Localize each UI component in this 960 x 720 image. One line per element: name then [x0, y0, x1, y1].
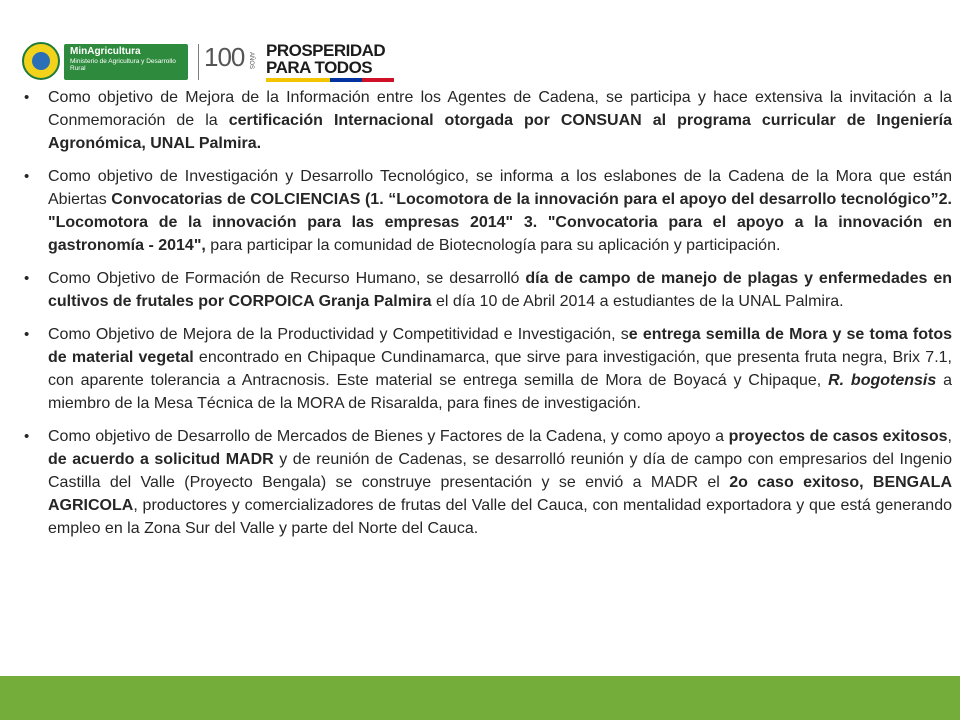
- prosperidad-logo: [266, 42, 385, 76]
- bullet-item: [24, 425, 952, 540]
- bullet-item: [24, 86, 952, 155]
- ministry-subtitle: Ministerio de Agricultura y Desarrollo Rural: [70, 58, 176, 72]
- bullet-dot-icon: •: [24, 326, 30, 343]
- bullet-bold-text: certificación Internacional otorgada por CONSUAN al programa curricular de Ingeniería Agronómica, UNAL Palmira.: [48, 112, 952, 152]
- bullet-text: a miembro de la Mesa Técnica de la MORA de Risaralda, para fines de investigación.: [48, 372, 953, 412]
- bullet-text: Como objetivo de Investigación y Desarrollo Tecnológico, se informa a los eslabones de la Cadena de la Mora que están Abiertas: [48, 168, 952, 208]
- bullet-text: Como objetivo de Desarrollo de Mercados de Bienes y Factores de la Cadena, y como apoyo a: [48, 428, 729, 445]
- header-logos: [22, 40, 386, 86]
- ministry-name: MinAgricultura: [70, 46, 141, 57]
- years-label: AÑOS: [248, 52, 254, 70]
- bullet-italic-text: R. bogotensis: [828, 372, 937, 389]
- bullet-bold-text: proyectos de casos exitosos: [728, 428, 948, 445]
- colombia-seal-icon: [22, 42, 60, 80]
- bullet-text: el día 10 de Abril 2014 a estudiantes de la UNAL Palmira.: [431, 293, 844, 310]
- bullet-bold-text: 2o caso exitoso, BENGALA AGRICOLA: [48, 474, 953, 514]
- bullet-text: ,: [947, 428, 952, 445]
- bullet-text: Como objetivo de Mejora de la Información entre los Agentes de Cadena, se participa y hace extensiva la invitación a la Conmemoración de la: [48, 89, 952, 129]
- ministry-logo: [64, 44, 188, 80]
- bullet-text: Como Objetivo de Formación de Recurso Humano, se desarrolló: [48, 270, 526, 287]
- bullet-bold-text: día de campo de manejo de plagas y enfermedades en cultivos de frutales por CORPOICA Granja Palmira: [48, 270, 952, 310]
- bullet-bold-text: e entrega semilla de Mora y se toma fotos de material vegetal: [48, 326, 953, 366]
- bullet-bold-text: de acuerdo a solicitud MADR: [48, 451, 274, 468]
- bullet-dot-icon: •: [24, 270, 30, 287]
- slide-content: [24, 86, 952, 550]
- flag-stripe-icon: [266, 78, 394, 82]
- bullet-text: Como Objetivo de Mejora de la Productividad y Competitividad e Investigación, s: [48, 326, 629, 343]
- bullet-dot-icon: •: [24, 168, 30, 185]
- bullet-item: [24, 323, 952, 415]
- bullet-bold-text: Convocatorias de COLCIENCIAS (1. “Locomotora de la innovación para el apoyo del desarrollo tecnológico”2. "Locomotora de la innovación para las empresas 2014" 3. "Convocatoria para el apoyo a la innovación en gastronomía - 2014",: [48, 191, 953, 254]
- footer-bar: [0, 676, 960, 720]
- bullet-text: y de reunión de Cadenas, se desarrolló reunión y día de campo con empresarios del Ingenio Castilla del Valle (Proyecto Bengala) se construye presentación y se envió a MADR el: [48, 451, 952, 491]
- bullet-text: para participar la comunidad de Biotecnología para su aplicación y participación.: [205, 237, 781, 254]
- slogan-line-2: PARA TODOS: [266, 58, 373, 77]
- bullet-dot-icon: •: [24, 89, 30, 106]
- years-number: 100: [204, 42, 245, 72]
- bullet-text: encontrado en Chipaque Cundinamarca, que sirve para investigación, que presenta fruta negra, Brix 7.1, con aparente tolerancia a Antracnosis. Este material se entrega semilla de Mora de Boyacá y Chipaque,: [48, 349, 952, 389]
- bullet-item: [24, 267, 952, 313]
- logo-divider: [198, 44, 199, 80]
- bullet-item: [24, 165, 952, 257]
- bullet-list: [24, 86, 952, 540]
- bullet-dot-icon: •: [24, 428, 30, 445]
- bullet-text: , productores y comercializadores de frutas del Valle del Cauca, con mentalidad exportadora y que está generando empleo en la Zona Sur del Valle y parte del Norte del Cauca.: [48, 497, 952, 537]
- slogan-line-1: PROSPERIDAD: [266, 41, 386, 60]
